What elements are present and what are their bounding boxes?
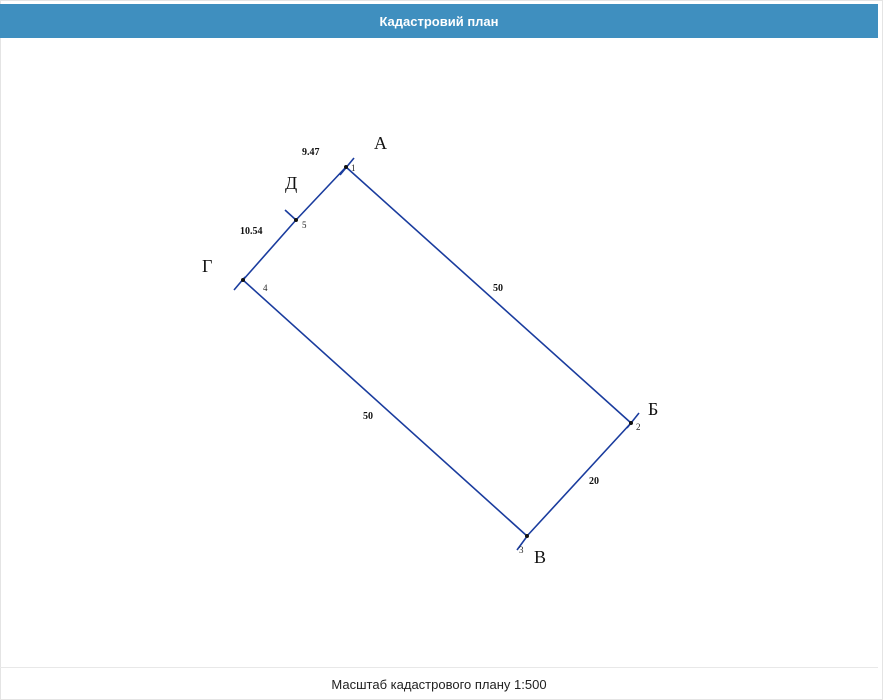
vertex-point-4 <box>241 278 245 282</box>
plan-drawing <box>0 38 883 666</box>
cadastral-plan <box>0 38 883 666</box>
vertex-letter-5: Д <box>285 173 298 193</box>
edge-length-1-2: 50 <box>493 283 503 294</box>
vertex-number-3: 3 <box>519 545 524 555</box>
edge-3-4 <box>243 280 527 536</box>
header-bar <box>0 4 878 38</box>
vertex-ticks <box>234 158 639 550</box>
vertex-point-2 <box>629 421 633 425</box>
edge-lengths <box>240 147 599 487</box>
vertex-number-1: 1 <box>351 163 356 173</box>
edge-length-2-3: 20 <box>589 476 599 487</box>
edge-length-4-5: 10.54 <box>240 226 263 237</box>
vertex-letter-4: Г <box>202 256 213 276</box>
scale-caption: Масштаб кадастрового плану 1:500 <box>331 676 547 692</box>
edge-length-3-4: 50 <box>363 411 373 422</box>
footer <box>0 668 878 700</box>
vertex-number-4: 4 <box>263 283 268 293</box>
vertex-points <box>241 165 633 538</box>
vertex-letter-2: Б <box>648 399 659 419</box>
vertex-number-5: 5 <box>302 220 307 230</box>
vertex-point-3 <box>525 534 529 538</box>
vertex-numbers <box>263 163 641 555</box>
vertex-tick-5 <box>285 210 296 220</box>
vertex-letter-1: А <box>374 133 387 153</box>
vertex-letters <box>202 133 658 567</box>
vertex-point-5 <box>294 218 298 222</box>
edge-length-5-1: 9.47 <box>302 147 320 158</box>
edge-2-3 <box>527 423 631 536</box>
edge-1-2 <box>346 167 631 423</box>
page-title: Кадастровий план <box>379 13 499 29</box>
edge-5-1 <box>296 167 346 220</box>
vertex-letter-3: В <box>534 547 547 567</box>
vertex-number-2: 2 <box>636 422 641 432</box>
vertex-point-1 <box>344 165 348 169</box>
